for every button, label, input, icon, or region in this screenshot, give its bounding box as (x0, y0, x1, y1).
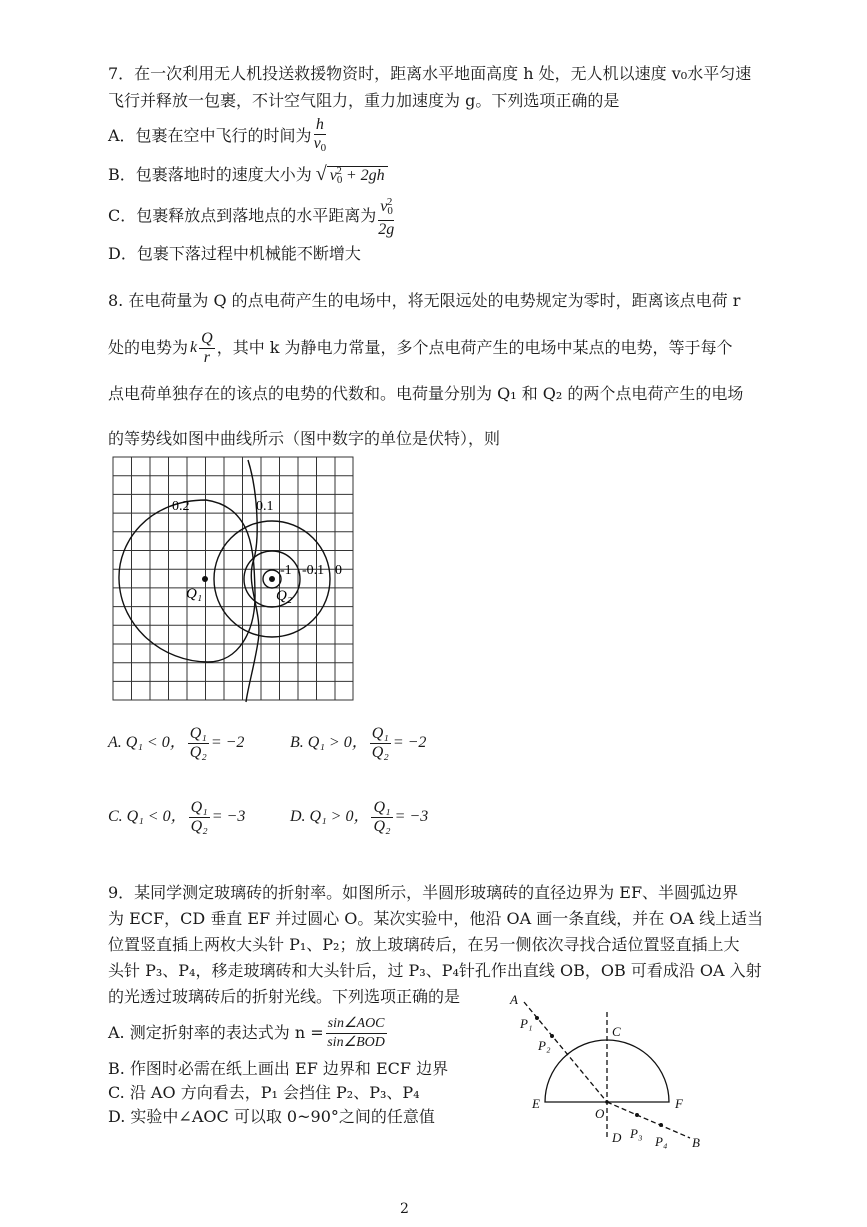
charge-q1-dot (202, 576, 208, 582)
label-0.1: 0.1 (256, 499, 274, 514)
charge-q2-dot (269, 576, 275, 582)
label-a: A (510, 992, 518, 1007)
q8-option-c-text: C. Q₁ < 0， (108, 808, 187, 825)
q9-option-d: D. 实验中∠AOC 可以取 0~90°之间的任意值 (108, 1107, 435, 1126)
label-q2: Q₂ (276, 588, 293, 604)
q8-option-b-frac (370, 725, 391, 762)
q8-option-a-value: = −2 (210, 734, 245, 751)
q8-stem-line2-pre: 处的电势为 (108, 338, 189, 357)
q9-stem-line2: 为 ECF，CD 垂直 EF 并过圆心 O。某次实验中，他沿 OA 画一条直线，并在 OA 线上适当 (108, 909, 764, 928)
q9-stem-line4: 头针 P₃、P₄，移走玻璃砖和大头针后，过 P₃、P₄针孔作出直线 OB，OB 可看成沿 OA 入射 (108, 961, 762, 980)
grid-lines (113, 457, 353, 700)
pin-p2 (550, 1034, 554, 1038)
q7-option-c (108, 192, 396, 240)
q8-option-a-text: A. Q₁ < 0， (108, 734, 186, 751)
label-d: D (612, 1130, 622, 1145)
q9-glass-brick-figure (500, 990, 715, 1155)
q8-option-d-value: = −3 (394, 808, 429, 825)
frac-num: Q₁ (189, 724, 207, 742)
q8-option-b-text: B. Q₁ > 0， (290, 734, 368, 751)
frac-den: Q₂ (373, 817, 391, 835)
curve-0.1 (246, 460, 259, 702)
frac-den: Q₂ (371, 743, 389, 761)
q8-option-d (290, 792, 428, 842)
q8-stem-line3: 点电荷单独存在的该点的电势的代数和。电荷量分别为 Q₁ 和 Q₂ 的两个点电荷产生的电场 (108, 384, 744, 403)
q7-option-b-text: B．包裹落地时的速度大小为 (108, 165, 312, 184)
q7-option-b-formula: √ $v_0^2 + 2gh$ (316, 160, 388, 191)
q9-formula-den: sin∠BOD (327, 1034, 385, 1050)
label-f: F (675, 1096, 683, 1111)
q8-option-c (108, 792, 245, 842)
label-0: 0 (335, 563, 342, 578)
q8-option-c-value: = −3 (211, 808, 246, 825)
q8-stem-line2: 处的电势为 k $\frac{Q}{r}$ ，其中 k 为静电力常量，多个点电荷产生的电场中某点的电势，等于每个 (108, 329, 733, 366)
label-p3: P₃ (630, 1126, 643, 1141)
label-q1: Q₁ (186, 586, 203, 602)
q7-option-d: D．包裹下落过程中机械能不断增大 (108, 244, 361, 263)
q7-option-c-text: C．包裹释放点到落地点的水平距离为 (108, 206, 377, 225)
q7-option-a (108, 114, 328, 158)
q9-option-a-text: A. 测定折射率的表达式为 n = (108, 1023, 324, 1042)
label-0.2: 0.2 (172, 499, 190, 514)
frac-den: Q₂ (190, 817, 208, 835)
q7-stem-line2: 飞行并释放一包裹，不计空气阻力，重力加速度为 g。下列选项正确的是 (108, 91, 620, 110)
q8-option-c-frac (189, 799, 210, 836)
q9-option-c: C. 沿 AO 方向看去，P₁ 会挡住 P₂、P₃、P₄ (108, 1083, 420, 1102)
q7-option-c-formula: $\frac{v_0^2}{2g}$ (378, 193, 394, 239)
q8-stem-line4: 的等势线如图中曲线所示（图中数字的单位是伏特），则 (108, 429, 501, 448)
q7-option-b (108, 160, 388, 190)
label-p2: P₂ (538, 1038, 551, 1053)
label-p1: P₁ (520, 1016, 533, 1031)
frac-num: Q₁ (190, 798, 208, 816)
label-minus-1: -1 (280, 563, 292, 578)
q8-option-d-text: D. Q₁ > 0， (290, 808, 370, 825)
q9-option-b: B. 作图时必需在纸上画出 EF 边界和 ECF 边界 (108, 1059, 449, 1078)
q8-potential-formula: $\frac{Q}{r}$ (201, 329, 213, 366)
pin-p1 (535, 1016, 539, 1020)
q8-option-d-frac (371, 799, 392, 836)
frac-den: Q₂ (189, 743, 207, 761)
q9-stem-line1: 9．某同学测定玻璃砖的折射率。如图所示，半圆形玻璃砖的直径边界为 EF、半圆弧边界 (108, 883, 739, 902)
q9-stem-line5: 的光透过玻璃砖后的折射光线。下列选项正确的是 (108, 987, 461, 1006)
label-o: O (595, 1106, 605, 1121)
center-o (605, 1100, 609, 1104)
frac-num: Q₁ (371, 724, 389, 742)
label-c: C (612, 1024, 621, 1039)
pin-p3 (635, 1113, 639, 1117)
q8-option-b-value: = −2 (392, 734, 427, 751)
q8-option-a-frac (188, 725, 209, 762)
label-b: B (692, 1135, 700, 1150)
label-minus-0.1: -0.1 (302, 563, 325, 578)
q8-equipotential-figure (108, 452, 368, 706)
q8-option-b (290, 718, 426, 768)
q9-option-a (108, 1010, 389, 1056)
page-number: 2 (400, 1201, 409, 1217)
q7-stem-line1: 7．在一次利用无人机投送救援物资时，距离水平地面高度 h 处，无人机以速度 v₀水平匀速 (108, 64, 752, 83)
pin-p4 (659, 1123, 663, 1127)
label-e: E (532, 1096, 540, 1111)
q9-stem-line3: 位置竖直插上两枚大头针 P₁、P₂；放上玻璃砖后，在另一侧依次寻找合适位置竖直插上大 (108, 935, 740, 954)
q8-option-a (108, 718, 244, 768)
frac-num: Q₁ (373, 798, 391, 816)
q8-stem-line1: 8. 在电荷量为 Q 的点电荷产生的电场中，将无限远处的电势规定为零时，距离该点电荷 r (108, 291, 741, 310)
q7-option-a-text: A．包裹在空中飞行的时间为 (108, 126, 312, 145)
q9-option-a-formula (326, 1015, 387, 1052)
q7-option-a-formula: $\frac{h}{v_0}$ (313, 115, 327, 154)
q9-formula-num: sin∠AOC (326, 1015, 387, 1034)
label-p4: P₄ (655, 1134, 668, 1149)
q8-stem-line2-post: ，其中 k 为静电力常量，多个点电荷产生的电场中某点的电势，等于每个 (216, 338, 733, 357)
